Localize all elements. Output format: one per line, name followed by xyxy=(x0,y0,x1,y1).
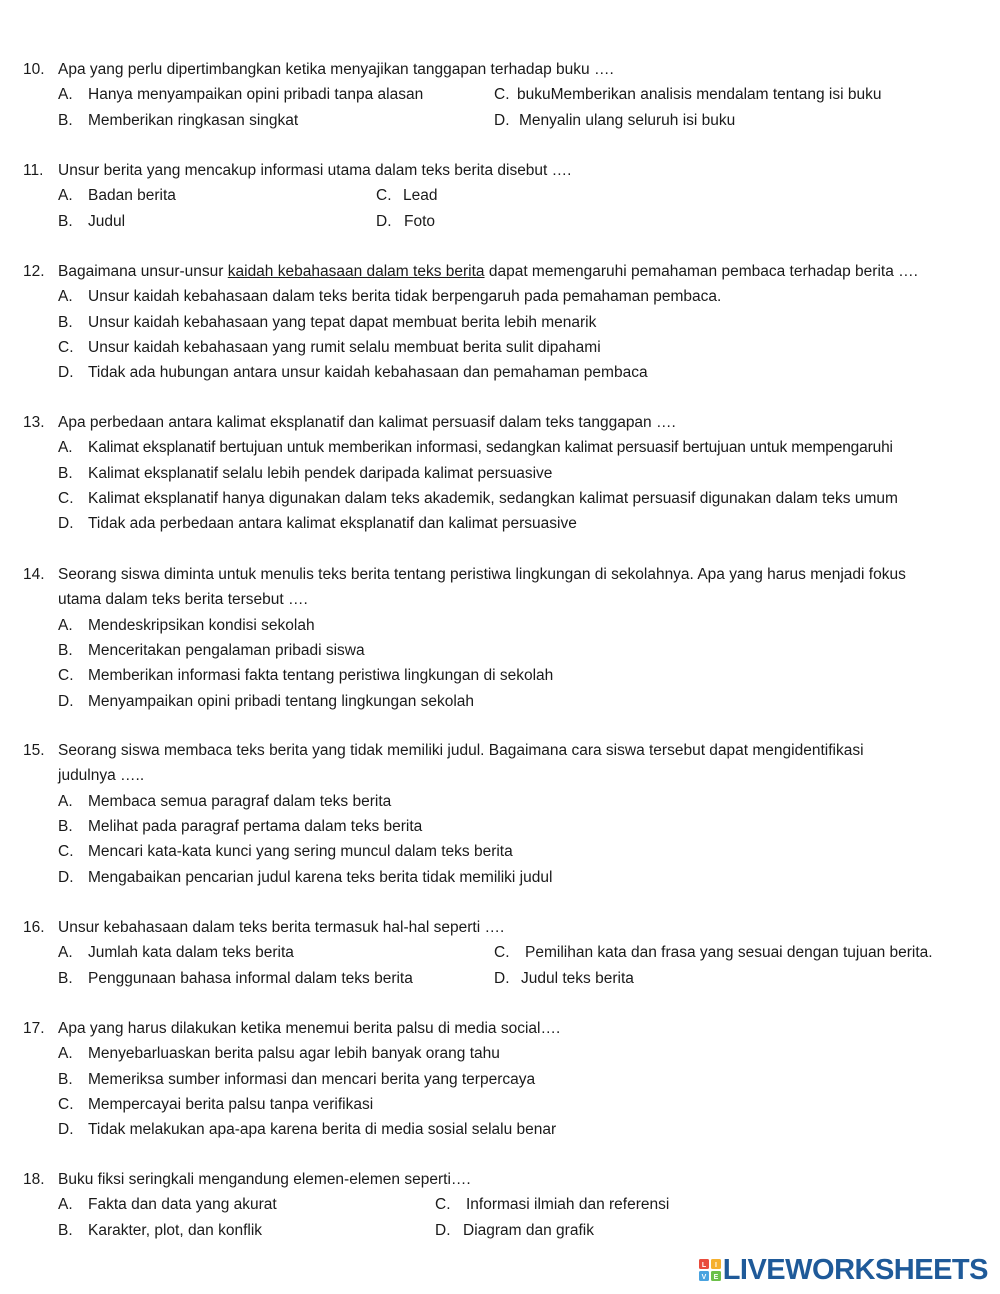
option-a[interactable]: A. Jumlah kata dalam teks berita xyxy=(58,944,294,962)
option-d[interactable]: D. Judul teks berita xyxy=(494,969,634,987)
svg-text:E: E xyxy=(713,1274,719,1281)
option-d[interactable]: D. Tidak ada hubungan antara unsur kaidah kebahasaan dan pemahaman pembaca xyxy=(58,364,648,382)
option-c[interactable]: C. Informasi ilmiah dan referensi xyxy=(435,1196,670,1214)
option-b[interactable]: B. Melihat pada paragraf pertama dalam teks berita xyxy=(58,817,423,835)
option-c[interactable]: C. Lead xyxy=(376,187,438,205)
question-16 xyxy=(0,915,1000,987)
question-text: Unsur berita yang mencakup informasi utama dalam teks berita disebut …. xyxy=(58,162,572,179)
question-number: 16. xyxy=(23,919,45,936)
option-b[interactable]: B. Memeriksa sumber informasi dan mencari berita yang terpercaya xyxy=(58,1070,536,1088)
option-d[interactable]: D. Diagram dan grafik xyxy=(435,1221,594,1239)
option-d[interactable]: D. Foto xyxy=(376,212,436,230)
option-c[interactable]: C. Mempercayai berita palsu tanpa verifikasi xyxy=(58,1095,374,1113)
question-11 xyxy=(0,158,1000,230)
question-number: 17. xyxy=(23,1020,45,1037)
liveworksheets-logo-icon xyxy=(699,1259,721,1281)
option-c[interactable]: C. bukuMemberikan analisis mendalam tentang isi buku xyxy=(494,86,882,104)
svg-text:L: L xyxy=(701,1262,706,1269)
option-c[interactable]: C. Unsur kaidah kebahasaan yang rumit selalu membuat berita sulit dipahami xyxy=(58,338,601,356)
question-number: 18. xyxy=(23,1171,45,1188)
question-text: Apa perbedaan antara kalimat eksplanatif dan kalimat persuasif dalam teks tanggapan …. xyxy=(58,414,676,431)
question-number: 13. xyxy=(23,414,45,431)
option-a[interactable]: A. Hanya menyampaikan opini pribadi tanpa alasan xyxy=(58,86,424,104)
svg-text:I: I xyxy=(714,1262,717,1269)
option-a[interactable]: A. Unsur kaidah kebahasaan dalam teks berita tidak berpengaruh pada pemahaman pembaca. xyxy=(58,288,722,306)
option-b[interactable]: B. Menceritakan pengalaman pribadi siswa xyxy=(58,641,365,659)
option-b[interactable]: B. Kalimat eksplanatif selalu lebih pendek daripada kalimat persuasive xyxy=(58,464,553,482)
option-b[interactable]: B. Memberikan ringkasan singkat xyxy=(58,111,299,129)
question-text-line-1: Seorang siswa diminta untuk menulis teks berita tentang peristiwa lingkungan di sekolahnya. Apa yang harus menjadi fokus xyxy=(58,566,906,583)
option-d[interactable]: D. Menyalin ulang seluruh isi buku xyxy=(494,111,736,129)
option-b[interactable]: B. Karakter, plot, dan konflik xyxy=(58,1221,263,1239)
svg-text:V: V xyxy=(701,1274,707,1281)
question-13 xyxy=(0,410,1000,533)
question-number: 15. xyxy=(23,742,45,759)
option-c[interactable]: C. Pemilihan kata dan frasa yang sesuai dengan tujuan berita. xyxy=(494,944,933,962)
question-10 xyxy=(0,57,1000,129)
option-a[interactable]: A. Menyebarluaskan berita palsu agar lebih banyak orang tahu xyxy=(58,1045,500,1063)
option-c[interactable]: C. Mencari kata-kata kunci yang sering muncul dalam teks berita xyxy=(58,843,513,861)
question-text: Apa yang perlu dipertimbangkan ketika menyajikan tanggapan terhadap buku …. xyxy=(58,61,614,78)
option-d[interactable]: D. Tidak ada perbedaan antara kalimat eksplanatif dan kalimat persuasive xyxy=(58,515,577,533)
underlined-phrase: kaidah kebahasaan dalam teks berita xyxy=(227,263,485,280)
option-d[interactable]: D. Mengabaikan pencarian judul karena teks berita tidak memiliki judul xyxy=(58,868,553,886)
question-14 xyxy=(0,562,1000,710)
question-number: 12. xyxy=(23,263,45,280)
option-b[interactable]: B. Penggunaan bahasa informal dalam teks berita xyxy=(58,969,413,987)
brand-name: LIVEWORKSHEETS xyxy=(722,1254,988,1286)
question-text: Apa yang harus dilakukan ketika menemui berita palsu di media social…. xyxy=(58,1020,561,1037)
option-b[interactable]: B. Unsur kaidah kebahasaan yang tepat dapat membuat berita lebih menarik xyxy=(58,313,597,331)
option-c[interactable]: C. Memberikan informasi fakta tentang peristiwa lingkungan di sekolah xyxy=(58,667,554,685)
option-c[interactable]: C. Kalimat eksplanatif hanya digunakan dalam teks akademik, sedangkan kalimat persuasif digunakan dalam teks umum xyxy=(58,489,898,507)
option-d[interactable]: D. Menyampaikan opini pribadi tentang lingkungan sekolah xyxy=(58,692,475,710)
question-text: Bagaimana unsur-unsur kaidah kebahasaan dalam teks berita dapat memengaruhi pemahaman pembaca terhadap berita …. xyxy=(58,263,918,280)
question-15 xyxy=(0,738,1000,886)
question-number: 14. xyxy=(23,566,45,583)
option-a[interactable]: A. Membaca semua paragraf dalam teks berita xyxy=(58,792,392,810)
question-number: 11. xyxy=(23,162,44,179)
question-text: Unsur kebahasaan dalam teks berita termasuk hal-hal seperti …. xyxy=(58,919,505,936)
option-a[interactable]: A. Mendeskripsikan kondisi sekolah xyxy=(58,616,315,634)
question-18 xyxy=(0,1167,1000,1239)
question-text-line-1: Seorang siswa membaca teks berita yang tidak memiliki judul. Bagaimana cara siswa tersebut dapat mengidentifikasi xyxy=(58,742,864,759)
question-text-line-2: judulnya ….. xyxy=(58,767,145,785)
option-b[interactable]: B. Judul xyxy=(58,212,126,230)
question-number: 10. xyxy=(23,61,45,78)
question-12 xyxy=(0,259,1000,382)
option-a[interactable]: A. Fakta dan data yang akurat xyxy=(58,1196,277,1214)
question-17 xyxy=(0,1016,1000,1139)
option-d[interactable]: D. Tidak melakukan apa-apa karena berita di media sosial selalu benar xyxy=(58,1121,557,1139)
liveworksheets-brand[interactable] xyxy=(699,1253,988,1287)
question-text: Buku fiksi seringkali mengandung elemen-elemen seperti…. xyxy=(58,1171,471,1188)
option-a[interactable]: A. Kalimat eksplanatif bertujuan untuk memberikan informasi, sedangkan kalimat persuasif bertujuan untuk mempengaruhi xyxy=(58,439,893,457)
option-a[interactable]: A. Badan berita xyxy=(58,187,176,205)
question-text-line-2: utama dalam teks berita tersebut …. xyxy=(58,591,308,609)
